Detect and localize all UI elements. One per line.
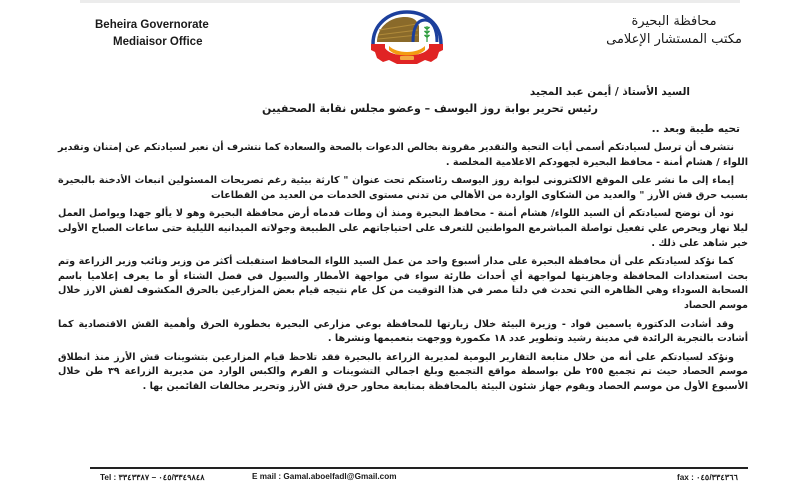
letterhead-english [95, 17, 209, 51]
letterhead [0, 0, 800, 80]
paragraph: ونؤكد لسيادتكم على أنه من خلال متابعة التقارير اليومية لمديرية الزراعة بالبحيرة فقد تلاحظ قيام المزارعين بتشوينات قش الأرز منذ انطلاق موسم الحصاد حيث تم تجميع ٢٥٥ طن بواسطة مواقع التجميع وبلغ اجمالي التشوينات و الفرم والكبس الوارد من مديرية الزراعة ٣٩ طن خلال الأسبوع الأول من موسم الحصاد ويقوم جهاز شئون البيئة بالمحافظة بمتابعة محاور حرق قش الأرز وتحرير مخالفات القائمين بها . [58, 351, 748, 392]
paragraph: نتشرف أن ترسل لسيادتكم أسمى أيات التحية والتقدير مقرونة بخالص الدعوات بالصحة والسعادة كما نتشرف أن نعبر لسيادتكم عن إمتنان وتقدير اللواء / هشام أمنة - محافظ البحيرة لجهودكم الاعلامية المخلصة . [58, 142, 748, 168]
letterhead-english-line1: Beheira Governorate [95, 19, 209, 31]
letterhead-english-line2: Mediaisor Office [113, 36, 203, 48]
footer-fax: fax : ٠٤٥/٣٣٤٣٦٦ [677, 473, 738, 482]
paragraph: وقد أشادت الدكتورة ياسمين فواد - وزيرة البيئة خلال زيارتها للمحافظة بوعي مزارعي البحيرة بخطورة الحرق وأهمية القش الاقتصادية كما أشادت بالتجربة الرائدة في مدينة رشيد وتطوير عدد ١٨ مكمورة ووجهت بتعميمها ونشرها . [58, 318, 748, 345]
footer-contact [100, 472, 738, 486]
footer-email: E mail : Gamal.aboelfadl@Gmail.com [252, 472, 397, 481]
paragraph: إيماء إلى ما نشر على الموقع الالكترونى لبوابة روز اليوسف رئاستكم تحت عنوان " كارثة بيئية رغم تصريحات المسئولين انبعاث الأدخنة بالبحيرة بسبب حرق قش الأرز " والعديد من الشكاوى الواردة من الأهالي من تدني مستوى الخدمات من العديد من القطاعات [58, 175, 748, 201]
addressee-name: السيد الأستاذ / أيمن عبد المجيد [529, 86, 690, 98]
paragraph: نود أن نوضح لسيادتكم أن السيد اللواء/ هشام أمنة - محافظ البحيرة ومنذ أن وطات قدماه أرض محافظة البحيرة وهو لا يألو جهدا ويواصل العمل ليلا نهار ويحرص علي تفعيل تواصلة المباشرمع المواطنين للتعرف على احتياجاتهم على الطبيعة وجولاته الميدانيه الليلية حتى ساعات الصباح الأولى خير شاهد على ذلك . [58, 208, 748, 249]
addressee-title: رئيس تحرير بوابة روز اليوسف – وعضو مجلس نقابة الصحفيين [262, 102, 598, 115]
letter-body [58, 85, 748, 399]
letterhead-arabic-line2: مكتب المستشار الإعلامى [606, 32, 742, 47]
footer-divider [90, 467, 748, 469]
letterhead-arabic-line1: محافظة البحيرة [631, 14, 717, 29]
greeting: تحيه طيبة وبعد .. [651, 123, 740, 135]
letterhead-arabic [606, 13, 742, 49]
footer-telephone: Tel : ٠٤٥/٣٣٤٩٨٤٨ – ٣٣٤٣٣٨٧ [100, 473, 205, 482]
paragraph: كما نؤكد لسيادتكم على أن محافظة البحيرة على مدار أسبوع واحد من عمل السيد اللواء المحافظ استقبلت أكثر من وزير ونائب وزير الزراعة وتم بحث استعدادات المحافظة وجاهزيتها لمواجهة أي أحداث طارئة سواء في مواجهة الأمطار والسيول في فصل الشتاء أو ما يعرف إعلاميا باسم السحابة السوداء وهي الظاهره التي تحدث في دلتا مصر في هذا التوقيت من كل عام نتيجه قيام بعض المزارعين بالحرق المكشوف لقش الارز خلال موسم الحصاد [58, 256, 748, 311]
beheira-governorate-emblem-icon [367, 8, 447, 66]
